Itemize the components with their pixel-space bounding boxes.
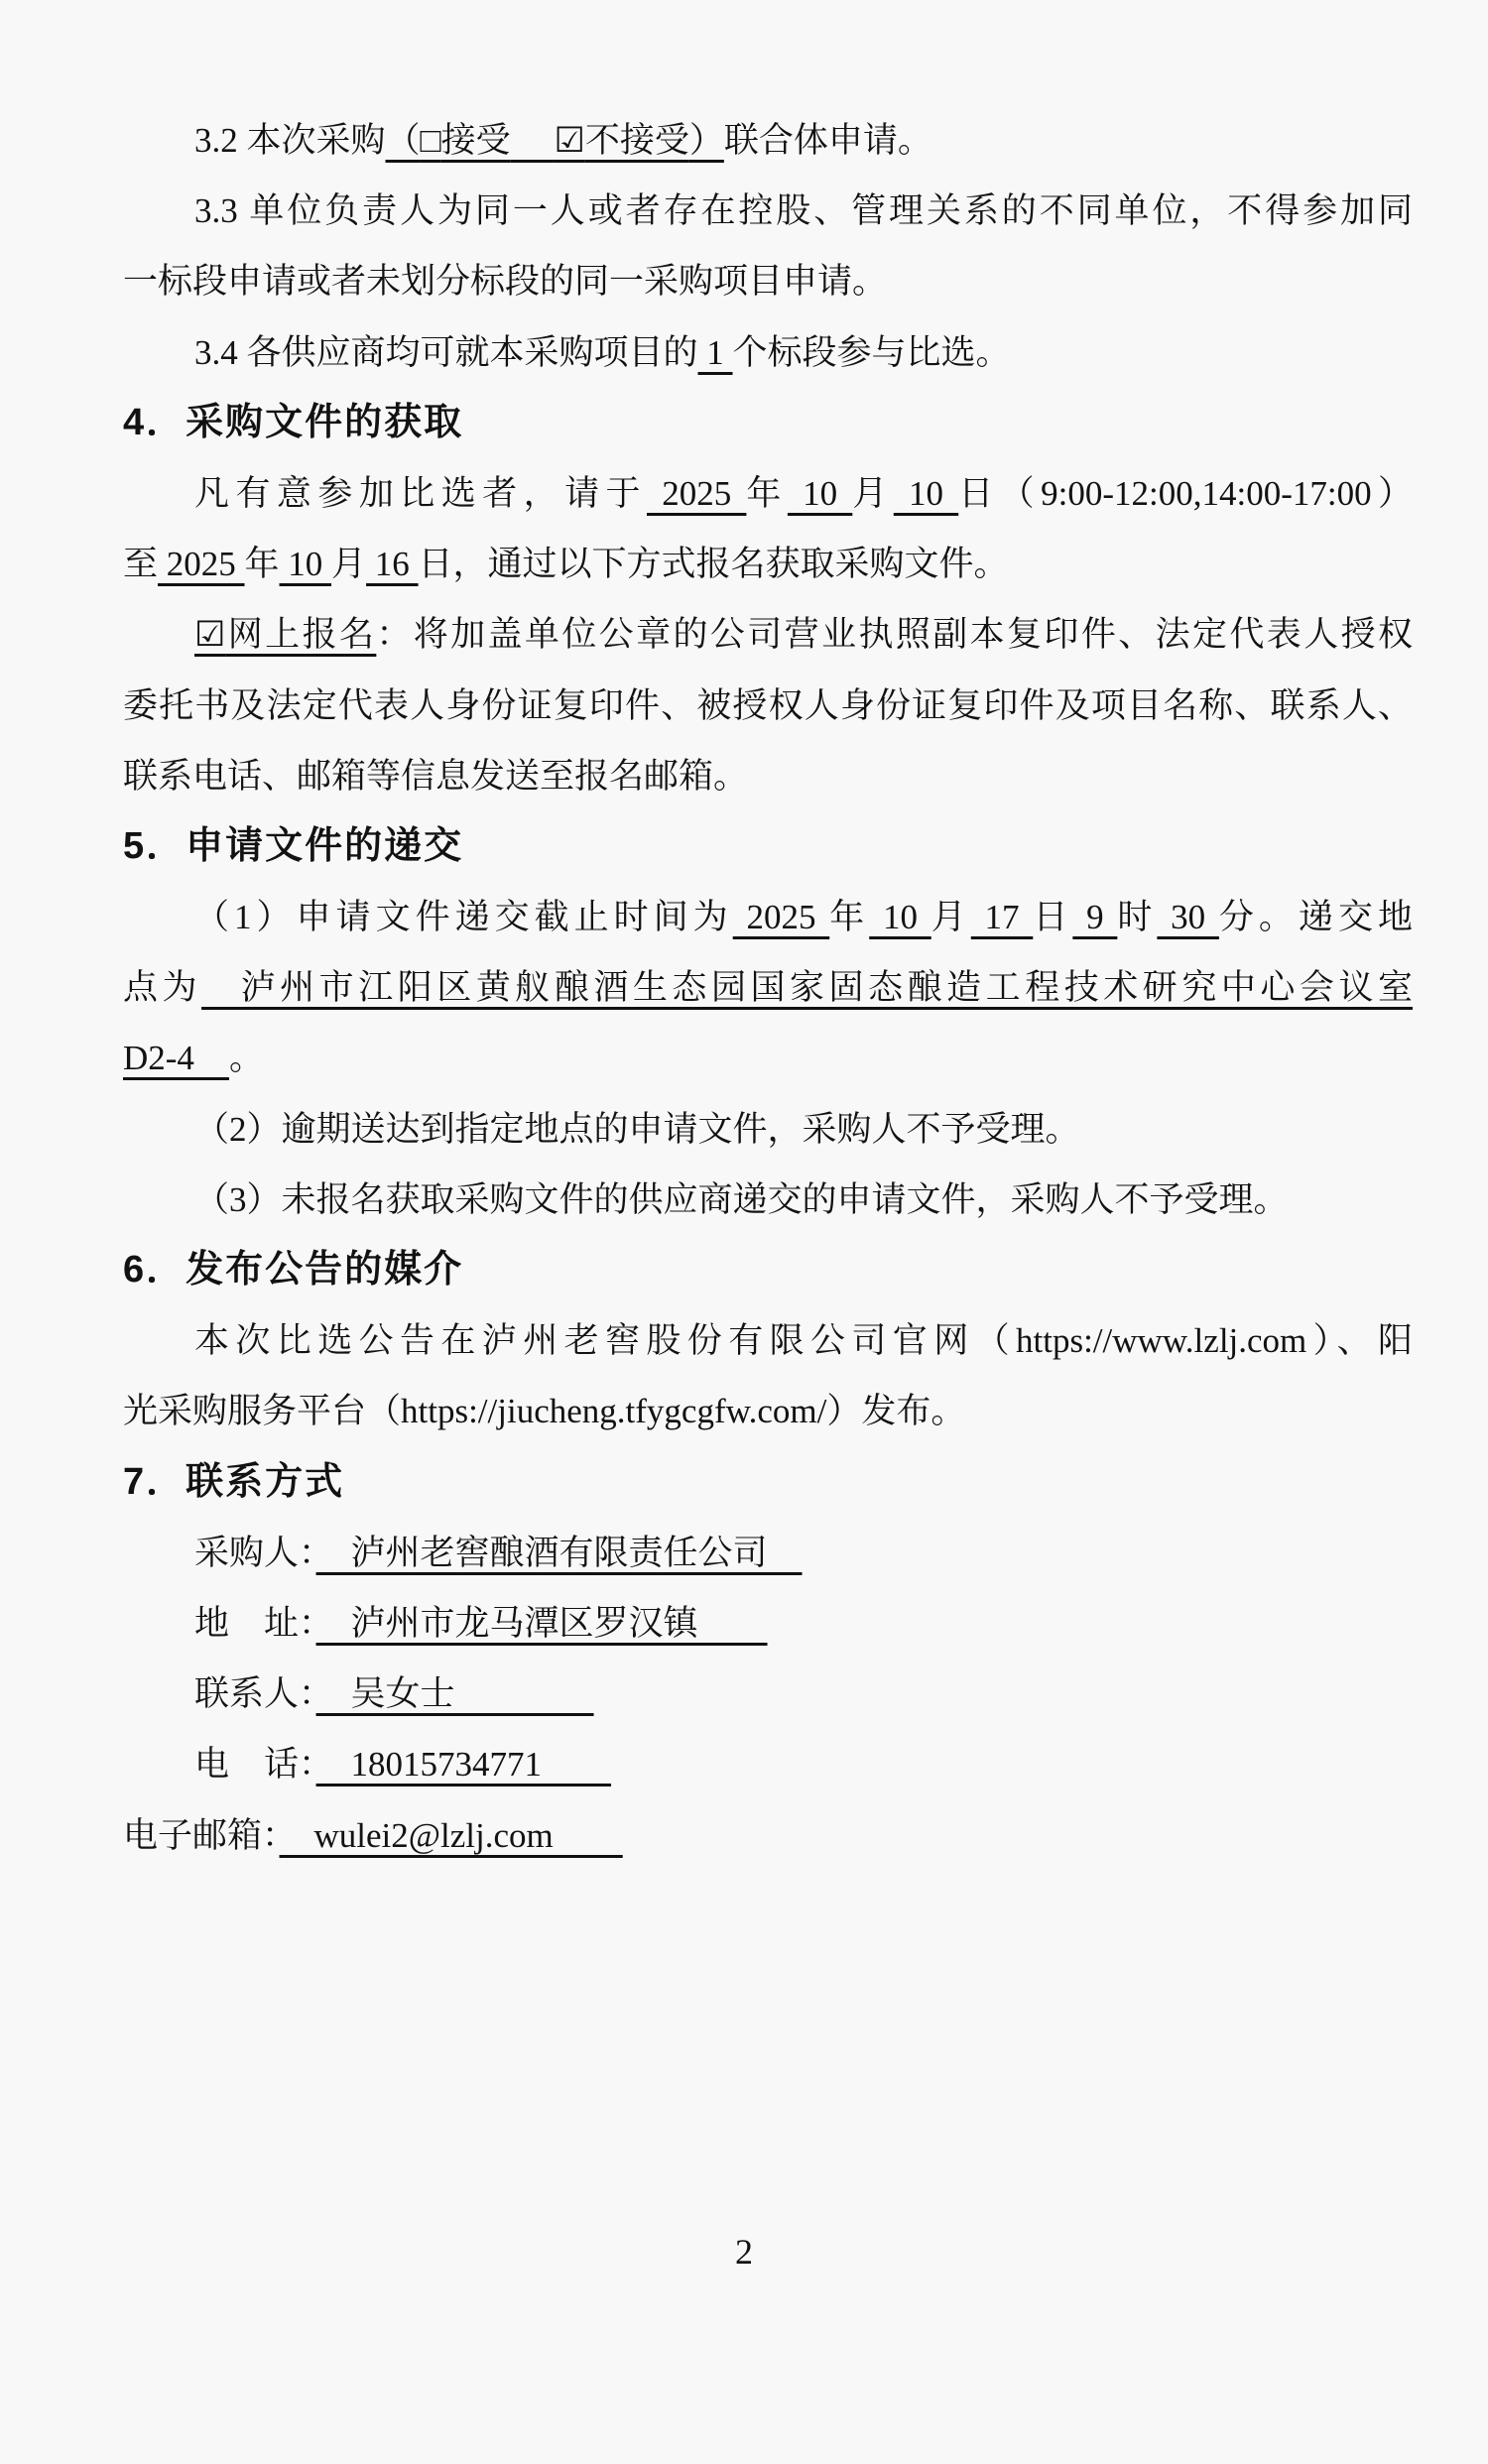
clause-5-2	[123, 1094, 1413, 1165]
email-row	[123, 1800, 1413, 1871]
text-run: 3.2 本次采购	[194, 121, 386, 160]
clause-3-4	[123, 317, 1413, 388]
sunshine-platform-url: https://jiucheng.tfygcgfw.com/	[401, 1392, 827, 1431]
text-run: 至	[123, 545, 159, 584]
address-field: 泸州市龙马潭区罗汉镇	[315, 1603, 768, 1643]
start-year-field: 2025	[647, 473, 747, 513]
end-year-field: 2025	[158, 545, 245, 584]
section-4-heading	[123, 388, 1413, 458]
purchaser-name-field: 泸州老窖酿酒有限责任公司	[315, 1533, 803, 1572]
end-month-field: 10	[279, 545, 332, 584]
purchaser-row	[123, 1518, 1413, 1588]
heading-text: 5．申请文件的递交	[123, 824, 464, 867]
text-run: （1）申请文件递交截止时间为	[194, 898, 733, 937]
address-row	[123, 1588, 1413, 1659]
online-registration-label: 网上报名	[225, 615, 377, 655]
email-field: wulei2@lzlj.com	[279, 1815, 623, 1855]
phone-field: 18015734771	[315, 1745, 612, 1785]
text-run: 月	[331, 545, 367, 584]
phone-label: 电 话：	[194, 1745, 316, 1785]
text-run: 日，通过以下方式报名获取采购文件。	[418, 545, 1009, 584]
text-run: （3）未报名获取采购文件的供应商递交的申请文件，采购人不予受理。	[194, 1179, 1289, 1219]
clause-3-3-line-2	[123, 246, 1413, 316]
document-body	[123, 105, 1413, 1871]
page-number: 2	[735, 2232, 753, 2272]
deadline-hour-field: 9	[1072, 898, 1118, 937]
section-7-heading	[123, 1447, 1413, 1518]
submission-address-field: 泸州市江阳区黄舣酿酒生态园国家固态酿造工程技术研究中心会议室	[201, 968, 1413, 1008]
text-run: 年	[746, 473, 788, 513]
registration-period-line-1	[123, 458, 1413, 529]
phone-row	[123, 1729, 1413, 1799]
acceptance-paren-open: （	[385, 121, 421, 160]
text-run: 联系电话、邮箱等信息发送至报名邮箱。	[123, 756, 749, 796]
text-run: 。	[228, 1039, 264, 1078]
lot-count-field: 1	[697, 332, 733, 372]
text-run: （2）逾期送达到指定地点的申请文件，采购人不予受理。	[194, 1109, 1080, 1149]
business-hours-run: 日（9:00-12:00,14:00-17:00）	[958, 473, 1414, 513]
text-run: 分。递交地	[1218, 898, 1413, 937]
online-registration-line-3	[123, 741, 1413, 811]
text-run: 个标段参与比选。	[732, 332, 1011, 372]
text-run: 3.3 单位负责人为同一人或者存在控股、管理关系的不同单位，不得参加同	[194, 191, 1413, 231]
text-run: 一标段申请或者未划分标段的同一采购项目申请。	[123, 262, 888, 302]
text-run: ）、阳	[1306, 1321, 1413, 1361]
clause-3-3-line-1	[123, 176, 1413, 246]
address-label: 地 址：	[194, 1603, 316, 1643]
deadline-year-field: 2025	[732, 898, 830, 937]
contact-person-field: 吴女士	[315, 1674, 594, 1714]
clause-3-2	[123, 105, 1413, 176]
clause-5-3	[123, 1165, 1413, 1235]
text-run: 月	[930, 898, 971, 937]
section-6-heading	[123, 1235, 1413, 1305]
checkbox-checked-icon: ☑	[554, 121, 585, 160]
text-run: 年	[829, 898, 870, 937]
text-run: ）发布。	[826, 1392, 966, 1431]
heading-text: 7．联系方式	[123, 1460, 345, 1503]
text-run: 联合体申请。	[723, 121, 932, 160]
deadline-month-field: 10	[869, 898, 931, 937]
text-run: 委托书及法定代表人身份证复印件、被授权人身份证复印件及项目名称、联系人、	[123, 685, 1413, 725]
announcement-media-line-2	[123, 1376, 1413, 1446]
heading-text: 4．采购文件的获取	[123, 401, 464, 443]
contact-person-row	[123, 1659, 1413, 1729]
text-run: 点为	[123, 968, 202, 1008]
section-5-heading	[123, 811, 1413, 882]
heading-text: 6．发布公告的媒介	[123, 1249, 464, 1291]
not-accept-label: 不接受	[584, 121, 689, 160]
announcement-media-line-1	[123, 1305, 1413, 1376]
text-run: 日	[1033, 898, 1073, 937]
lzlj-website-url: https://www.lzlj.com	[1016, 1321, 1307, 1361]
text-run: 时	[1117, 898, 1158, 937]
acceptance-gap	[511, 121, 555, 160]
text-run: 本次比选公告在泸州老窖股份有限公司官网（	[194, 1321, 1017, 1361]
deadline-minute-field: 30	[1157, 898, 1219, 937]
accept-label: 接受	[440, 121, 511, 160]
deadline-day-field: 17	[970, 898, 1034, 937]
start-month-field: 10	[787, 473, 853, 513]
text-run: 3.4 各供应商均可就本采购项目的	[194, 332, 698, 372]
acceptance-paren-close: ）	[688, 121, 724, 160]
meeting-room-field: D2-4	[123, 1039, 229, 1078]
submission-place-line-1	[123, 952, 1413, 1023]
text-run: ：将加盖单位公章的公司营业执照副本复印件、法定代表人授权	[376, 615, 1413, 655]
text-run: 凡有意参加比选者，请于	[194, 473, 647, 513]
checkbox-unchecked-icon: □	[420, 121, 441, 160]
submission-place-line-2	[123, 1023, 1413, 1093]
online-registration-line-1	[123, 599, 1413, 670]
start-day-field: 10	[893, 473, 959, 513]
online-registration-line-2	[123, 671, 1413, 741]
text-run: 月	[852, 473, 894, 513]
submission-deadline-line-1	[123, 882, 1413, 952]
email-label: 电子邮箱：	[123, 1815, 280, 1855]
text-run: 年	[244, 545, 280, 584]
registration-period-line-2	[123, 529, 1413, 599]
checkbox-checked-icon: ☑	[194, 615, 226, 655]
text-run: 光采购服务平台（	[123, 1392, 402, 1431]
end-day-field: 16	[366, 545, 419, 584]
contact-person-label: 联系人：	[194, 1674, 316, 1714]
purchaser-label: 采购人：	[194, 1533, 316, 1572]
